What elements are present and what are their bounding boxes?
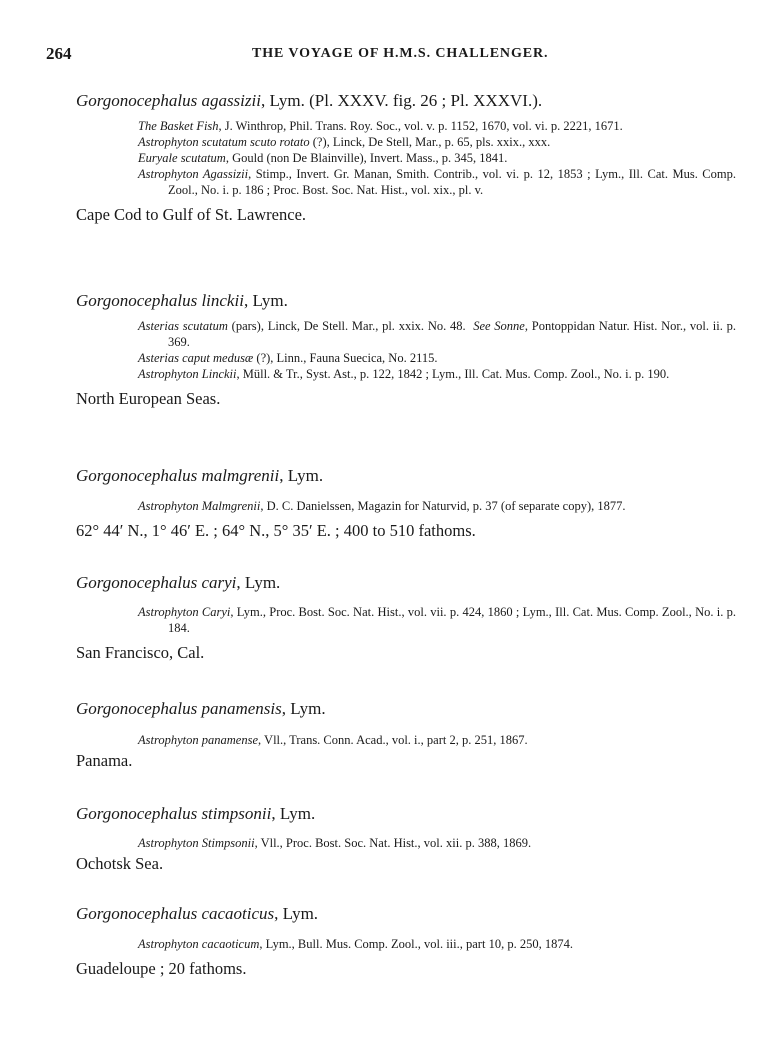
species-heading [76,698,736,720]
reference-taxon: Astrophyton panamense [138,733,259,747]
reference-taxon: Astrophyton cacaoticum [138,937,260,951]
reference-item [138,318,736,350]
reference-item [138,936,736,952]
reference-item [138,366,736,382]
reference-item [138,604,736,636]
reference-taxon: The Basket Fish [138,119,219,133]
see-also-label: See Sonne [473,319,525,333]
species-name: Gorgonocephalus agassizii [76,91,261,110]
species-name: Gorgonocephalus linckii [76,291,244,310]
reference-citation: , Stimp., Invert. Gr. Manan, Smith. Contrib., vol. vi. p. 12, 1853 ; Lym., Ill. Cat. Mus. Comp. Zool., No. i. p. 186 ; Proc. Bost. Soc. Nat. Hist., vol. xix., pl. v. [168,167,736,197]
reference-citation: , D. C. Danielssen, Magazin for Naturvid, p. 37 (of separate copy), 1877. [260,499,626,513]
reference-citation: , Vll., Trans. Conn. Acad., vol. i., part 2, p. 251, 1867. [258,733,528,747]
species-authority: , Lym. (Pl. XXXV. fig. 26 ; Pl. XXXVI.). [260,91,543,110]
reference-citation: (?), Linck, De Stell, Mar., p. 65, pls. xxix., xxx. [309,135,551,149]
locality: Cape Cod to Gulf of St. Lawrence. [76,205,307,224]
reference-taxon: Asterias caput medusæ [138,351,254,365]
reference-taxon: Astrophyton Caryi [138,605,231,619]
locality: Ochotsk Sea. [76,854,164,873]
running-title: THE VOYAGE OF H.M.S. CHALLENGER. [252,46,549,61]
reference-item [138,134,736,150]
species-entry-cacaoticus [76,903,736,980]
reference-citation: , Lym., Bull. Mus. Comp. Zool., vol. iii., part 10, p. 250, 1874. [259,937,573,951]
reference-item [138,350,736,366]
reference-taxon: Astrophyton Stimpsonii [138,836,255,850]
species-authority: , Lym. [281,699,326,718]
reference-citation: , Lym., Proc. Bost. Soc. Nat. Hist., vol. vii. p. 424, 1860 ; Lym., Ill. Cat. Mus. Comp. Zool., No. i. p. 184. [168,605,736,635]
reference-taxon: Asterias scutatum [138,319,228,333]
species-heading [76,90,736,112]
species-name: Gorgonocephalus malmgrenii [76,466,280,485]
reference-taxon: Astrophyton Malmgrenii [138,499,261,513]
species-authority: , Lym. [279,466,324,485]
page-number: 264 [46,44,72,63]
species-heading [76,465,736,487]
species-name: Gorgonocephalus stimpsonii [76,804,272,823]
page-header [46,44,736,68]
species-heading [76,572,736,594]
species-heading [76,803,736,825]
species-authority: , Lym. [271,804,316,823]
locality: North European Seas. [76,389,221,408]
synonymy-list [138,835,736,851]
species-name: Gorgonocephalus caryi [76,573,237,592]
reference-citation: (pars), Linck, De Stell. Mar., pl. xxix. No. 48. [227,319,466,333]
species-entry-panamensis [76,698,736,772]
synonymy-list [138,498,736,514]
species-authority: , Lym. [274,904,319,923]
reference-item [138,498,736,514]
synonymy-list [138,118,736,198]
synonymy-list [138,604,736,636]
locality: Guadeloupe ; 20 fathoms. [76,959,247,978]
species-name: Gorgonocephalus panamensis [76,699,282,718]
species-authority: , Lym. [243,291,288,310]
reference-item [138,732,736,748]
reference-citation: (?), Linn., Fauna Suecica, No. 2115. [253,351,438,365]
reference-citation: , Vll., Proc. Bost. Soc. Nat. Hist., vol. xii. p. 388, 1869. [254,836,532,850]
reference-citation: , Müll. & Tr., Syst. Ast., p. 122, 1842 ; Lym., Ill. Cat. Mus. Comp. Zool., No. i. p. 190. [236,367,670,381]
reference-taxon: Astrophyton Linckii [138,367,237,381]
see-also-citation: , Pontoppidan Natur. Hist. Nor., vol. ii. p. 369. [168,319,736,349]
locality: 62° 44′ N., 1° 46′ E. ; 64° N., 5° 35′ E. ; 400 to 510 fathoms. [76,521,476,540]
species-heading [76,290,736,312]
locality: San Francisco, Cal. [76,643,205,662]
synonymy-list [138,732,736,748]
reference-taxon: Euryale scutatum [138,151,226,165]
synonymy-list [138,318,736,382]
reference-item [138,166,736,198]
species-entry-stimpsonii [76,803,736,875]
species-name: Gorgonocephalus cacaoticus [76,904,275,923]
synonymy-list [138,936,736,952]
species-entry-caryi [76,572,736,664]
species-entry-agassizii [76,90,736,226]
reference-taxon: Astrophyton scutatum scuto rotato [138,135,310,149]
species-authority: , Lym. [236,573,281,592]
reference-item [138,118,736,134]
species-entry-malmgrenii [76,465,736,542]
reference-item [138,150,736,166]
species-entry-linckii [76,290,736,410]
reference-citation: , Gould (non De Blainville), Invert. Mass., p. 345, 1841. [225,151,508,165]
reference-citation: , J. Winthrop, Phil. Trans. Roy. Soc., vol. v. p. 1152, 1670, vol. vi. p. 2221, 1671. [218,119,623,133]
species-heading [76,903,736,925]
reference-item [138,835,736,851]
locality: Panama. [76,751,133,770]
reference-taxon: Astrophyton Agassizii [138,167,249,181]
